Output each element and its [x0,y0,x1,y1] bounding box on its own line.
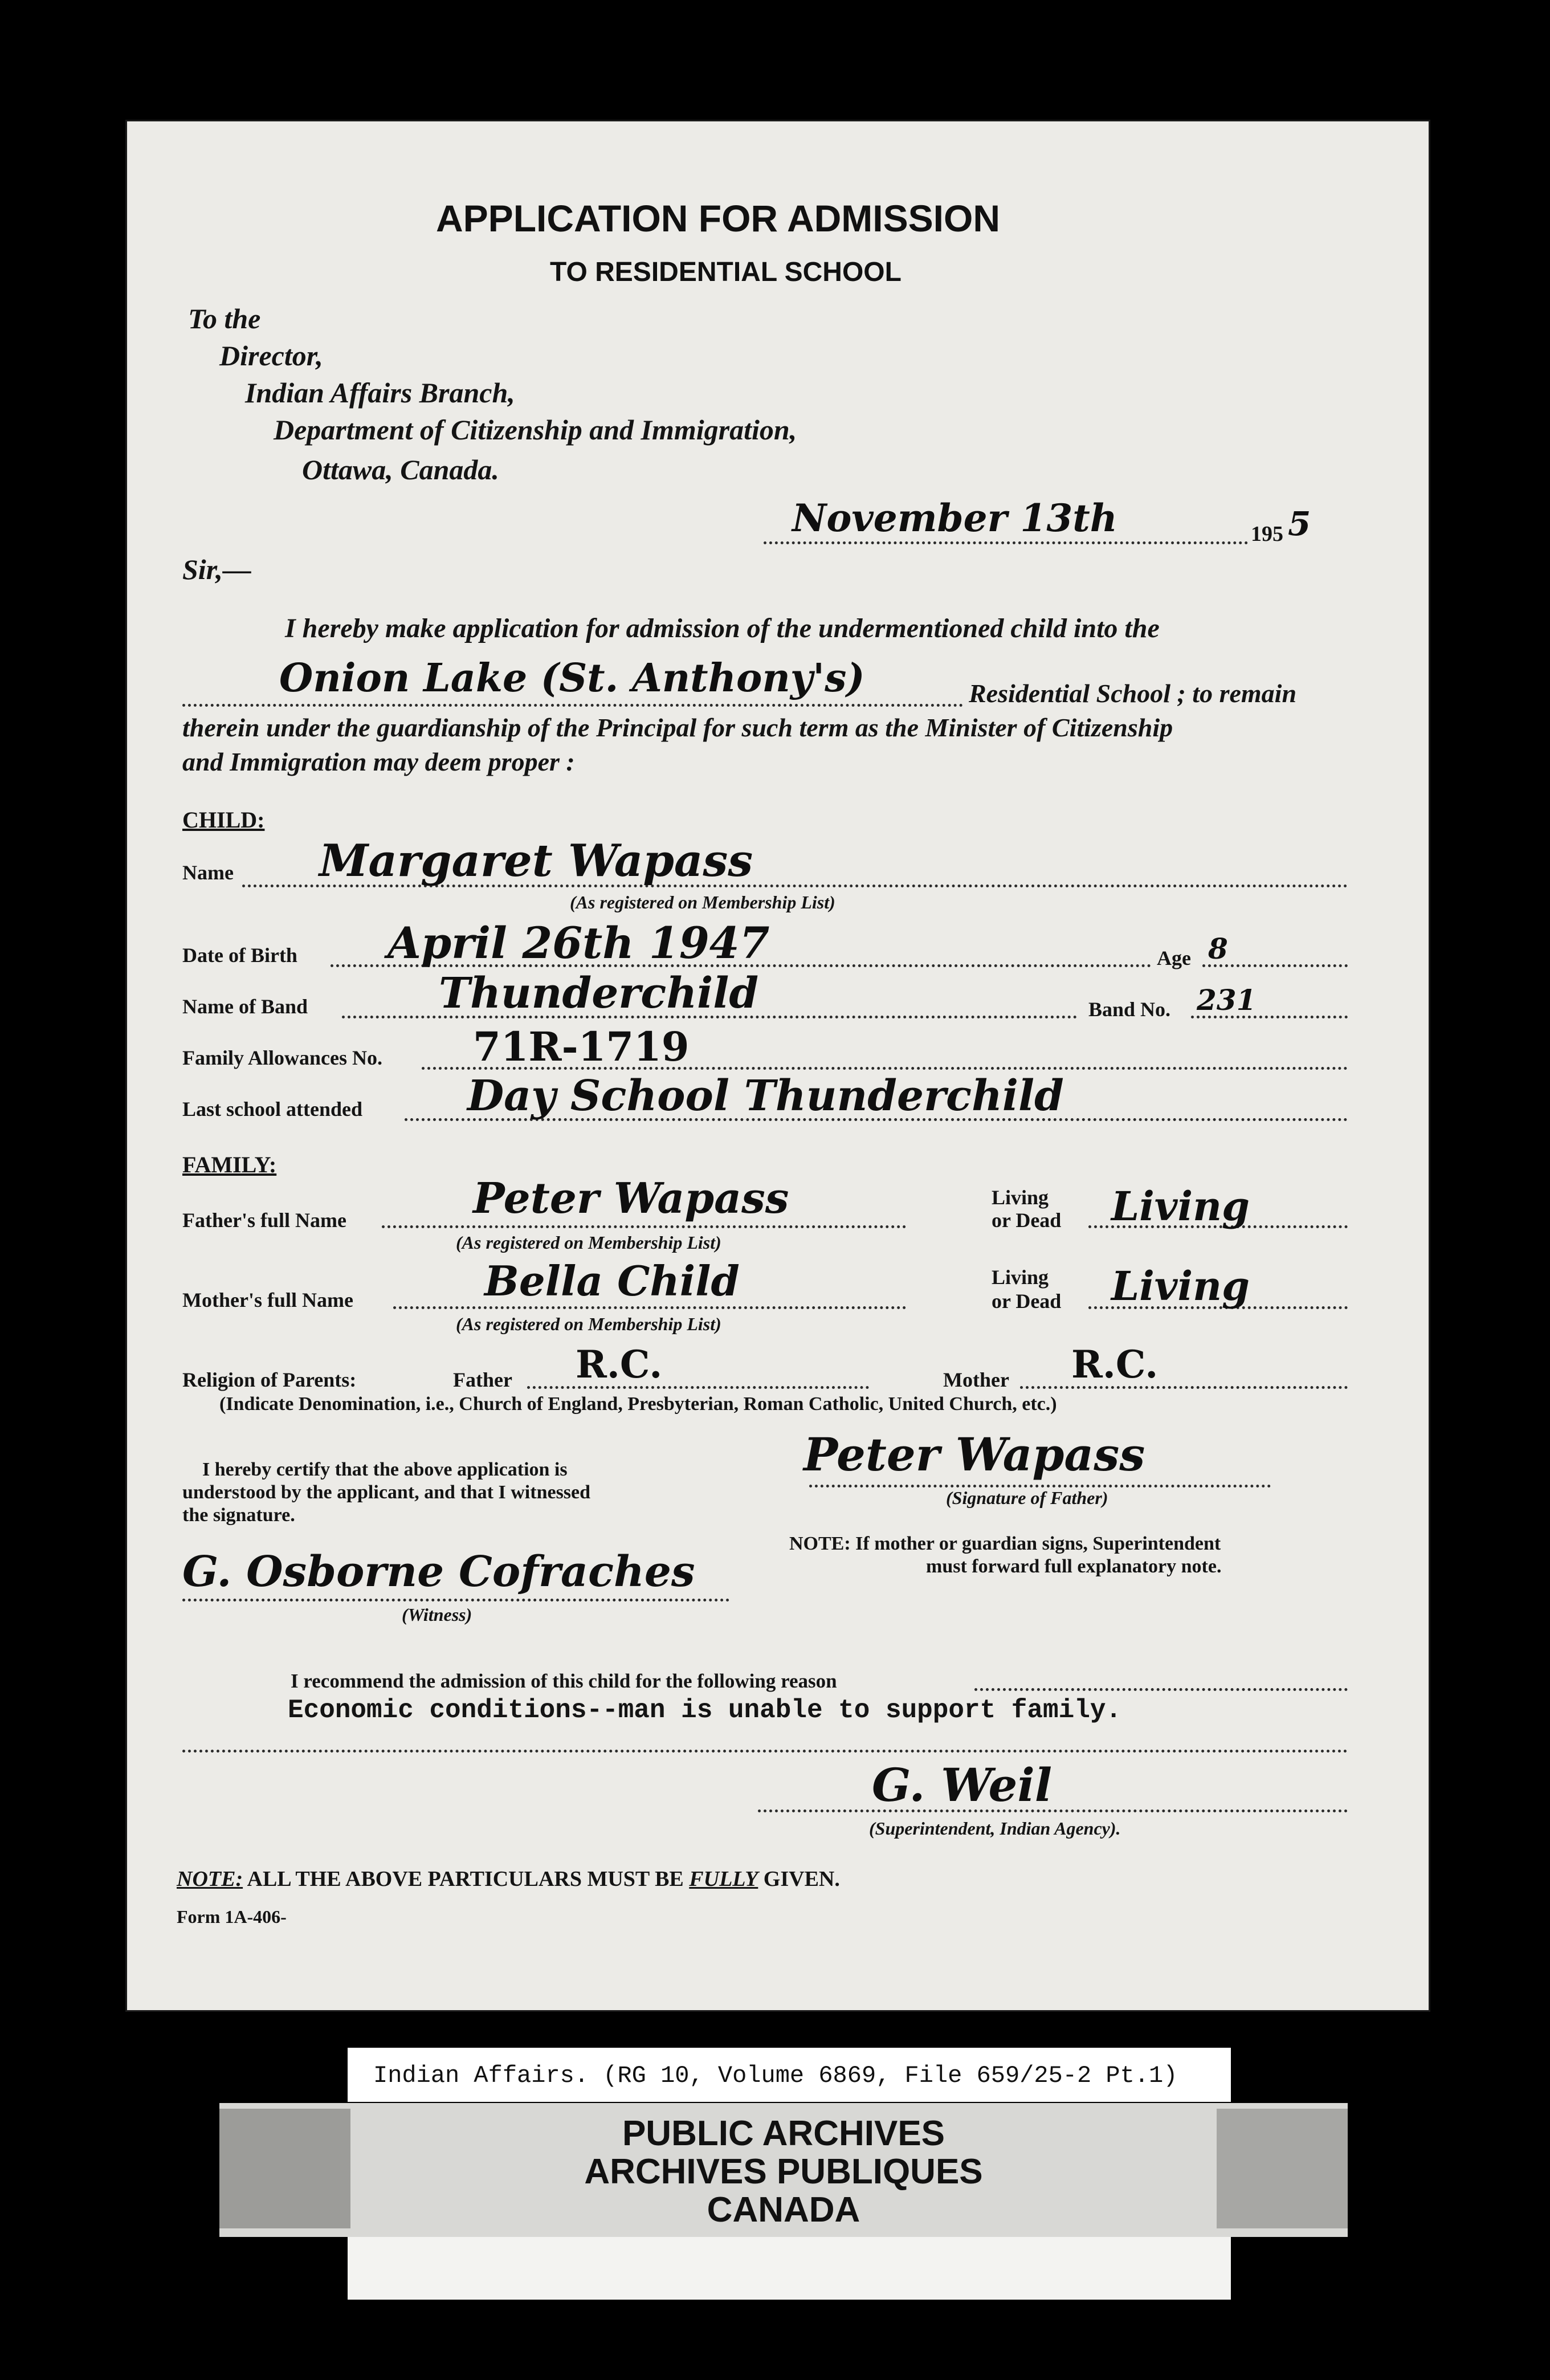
religion-mother-label: Mother [943,1368,1009,1391]
year-value: 5 [1288,504,1311,543]
band-value: Thunderchild [439,969,759,1018]
religion-label: Religion of Parents: [182,1368,357,1391]
reason-line [182,1750,1348,1753]
dob-label: Date of Birth [182,944,297,967]
intro-cont: and Immigration may deem proper : [182,747,575,776]
footer-note-emphasis: FULLY [689,1867,758,1891]
form-title: APPLICATION FOR ADMISSION [436,197,1000,239]
registered-note: (As registered on Membership List) [456,1232,721,1253]
father-label: Father's full Name [182,1209,346,1232]
band-no-value: 231 [1197,983,1257,1017]
footer-note [177,1866,840,1892]
superintendent-line [758,1810,1348,1812]
denomination-note: (Indicate Denomination, i.e., Church of England, Presbyterian, Roman Catholic, United Church, etc.) [219,1393,1057,1415]
superintendent-caption: (Superintendent, Indian Agency). [869,1818,1121,1839]
archive-stamp-line: CANADA [707,2190,860,2230]
band-label: Name of Band [182,995,308,1018]
address-line: Director, [219,340,323,372]
form-number: Form 1A-406- [177,1906,287,1927]
living-label: or Dead [992,1290,1062,1313]
recommend-dots [974,1688,1348,1691]
witness-signature: G. Osborne Cofraches [182,1547,695,1596]
intro-line: I hereby make application for admission of the undermentioned child into the [285,613,1160,643]
father-line [382,1225,906,1228]
registered-note: (As registered on Membership List) [570,892,835,912]
religion-mother-line [1020,1386,1348,1389]
name-label: Name [182,861,234,884]
child-name-value: Margaret Wapass [319,835,753,887]
school-suffix: Residential School ; to remain [969,679,1297,708]
recommend-line: I recommend the admission of this child for the following reason [291,1670,837,1692]
school-line [182,704,963,707]
fa-label: Family Allowances No. [182,1046,382,1069]
date-line [764,541,1248,544]
dob-value: April 26th 1947 [388,918,770,968]
address-line: Ottawa, Canada. [302,454,499,486]
fa-value: 71R-1719 [473,1023,690,1070]
address-line: To the [188,303,261,335]
archive-stamp-line: PUBLIC ARCHIVES [622,2114,945,2153]
footer-note-text: ALL THE ABOVE PARTICULARS MUST BE [247,1867,684,1891]
note-mother: must forward full explanatory note. [926,1556,1222,1577]
father-value: Peter Wapass [473,1174,789,1223]
signature-father-caption: (Signature of Father) [946,1488,1108,1508]
superintendent-signature: G. Weil [872,1758,1053,1812]
footer-note-end: GIVEN. [763,1867,840,1891]
witness-caption: (Witness) [402,1604,472,1625]
certify-line: I hereby certify that the above application is [202,1459,568,1480]
living-label: Living [992,1186,1049,1209]
registered-note: (As registered on Membership List) [456,1314,721,1334]
salutation: Sir,— [182,553,251,585]
mother-label: Mother's full Name [182,1289,353,1311]
family-heading: FAMILY: [182,1152,277,1177]
archive-reference: Indian Affairs. (RG 10, Volume 6869, File 659/25-2 Pt.1) [373,2062,1178,2089]
last-school-value: Day School Thunderchild [467,1071,1064,1120]
address-line: Department of Citizenship and Immigration, [274,414,797,446]
religion-mother-value: R.C. [1071,1342,1159,1387]
band-no-label: Band No. [1088,998,1171,1021]
intro-cont: therein under the guardianship of the Principal for such term as the Minister of Citizenship [182,713,1173,742]
religion-father-label: Father [453,1368,512,1391]
witness-line [182,1599,729,1601]
living-label: or Dead [992,1209,1062,1232]
mother-line [393,1306,906,1309]
mother-status-value: Living [1111,1262,1250,1310]
form-subtitle: TO RESIDENTIAL SCHOOL [550,257,902,287]
religion-father-value: R.C. [576,1342,663,1387]
footer-note-prefix: NOTE: [177,1867,243,1891]
address-line: Indian Affairs Branch, [245,377,515,409]
certify-line: understood by the applicant, and that I witnessed [182,1482,591,1503]
mother-value: Bella Child [484,1257,740,1305]
archive-stamp-line: ARCHIVES PUBLIQUES [584,2152,983,2191]
school-value: Onion Lake (St. Anthony's) [279,655,865,701]
certify-line: the signature. [182,1505,295,1526]
last-school-label: Last school attended [182,1098,363,1120]
child-heading: CHILD: [182,807,265,833]
father-status-value: Living [1111,1183,1250,1230]
living-label: Living [992,1266,1049,1289]
reason-typed: Economic conditions--man is unable to support family. [288,1696,1122,1725]
age-value: 8 [1208,932,1228,965]
archive-stamp [219,2103,1348,2237]
date-value: November 13th [792,496,1117,540]
year-printed: 195 [1251,522,1283,546]
archive-reference-label [348,2048,1231,2102]
age-label: Age [1157,947,1191,969]
note-mother: NOTE: If mother or guardian signs, Superintendent [789,1533,1221,1554]
father-signature: Peter Wapass [803,1428,1145,1481]
archive-lower-label [348,2237,1231,2300]
